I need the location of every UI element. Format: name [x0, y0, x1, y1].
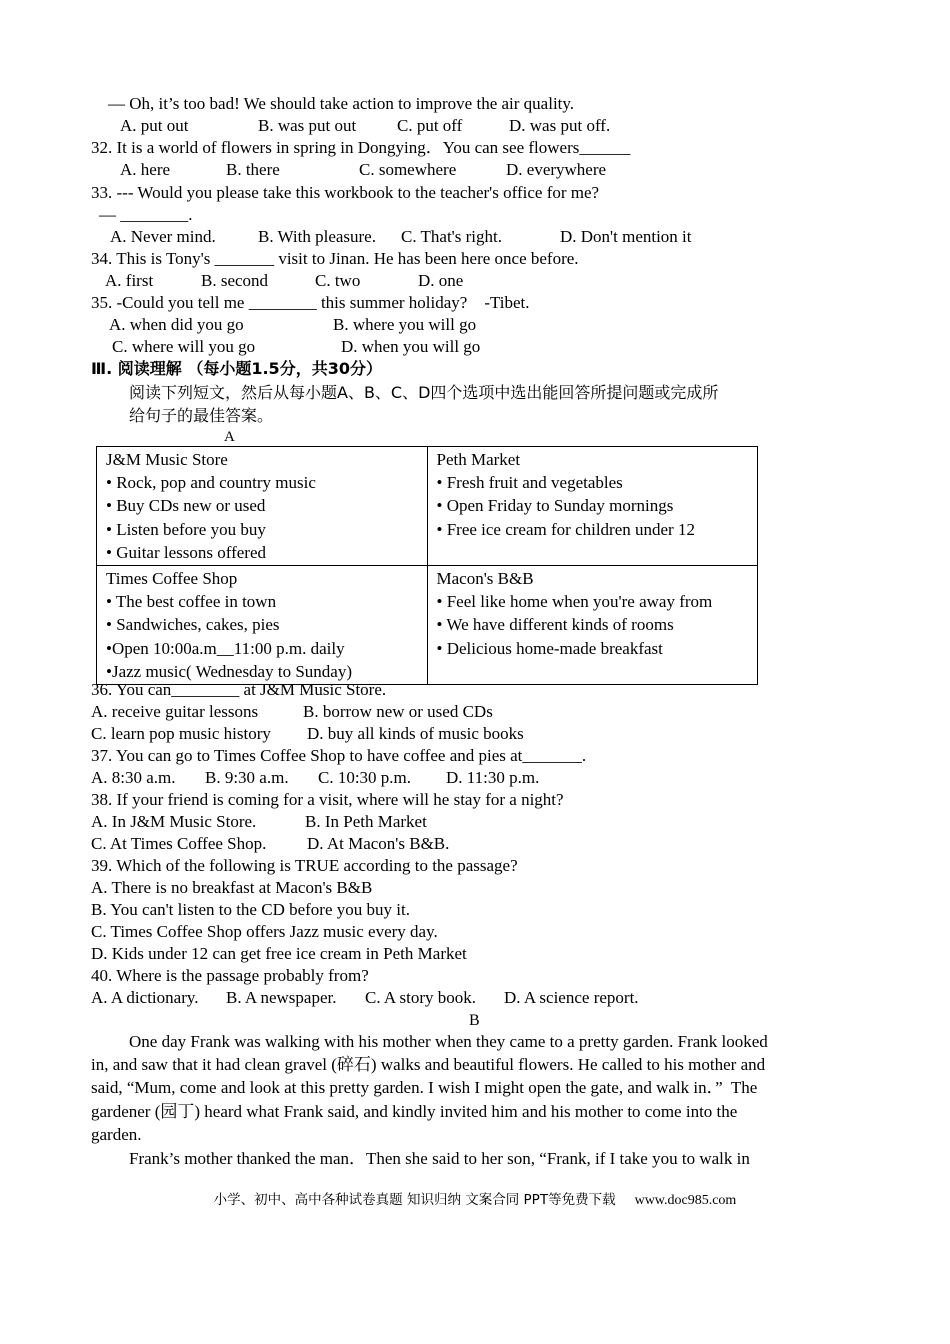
ad-item: • Open Friday to Sunday mornings	[436, 496, 674, 516]
passage-b-line: One day Frank was walking with his mother when they came to a pretty garden. Frank looked	[129, 1032, 768, 1051]
q34-option-c: C. two	[315, 271, 361, 290]
q36-option-a: A. receive guitar lessons	[91, 702, 259, 721]
ad-peth-market	[427, 447, 758, 566]
passage-b-line: Frank’s mother thanked the man．Then she said to her son, “Frank, if I take you to walk in	[129, 1149, 750, 1168]
passage-a-label: A	[224, 429, 235, 445]
ad-item: •Jazz music( Wednesday to Sunday)	[106, 661, 352, 681]
q31-response: — Oh, it’s too bad! We should take action to improve the air quality.	[108, 94, 575, 113]
page-footer	[0, 1190, 950, 1211]
q34-stem: 34. This is Tony's _______ visit to Jinan. He has been here once before.	[91, 249, 579, 268]
q35-option-a: A. when did you go	[109, 315, 244, 334]
footer-site-link[interactable]: www.doc985.com	[634, 1193, 737, 1208]
q37-option-d: D. 11:30 p.m.	[446, 768, 540, 787]
ad-item: • We have different kinds of rooms	[436, 615, 674, 635]
q40-stem: 40. Where is the passage probably from?	[91, 966, 369, 985]
ad-item: • Guitar lessons offered	[106, 542, 267, 562]
ad-item: • Delicious home-made breakfast	[436, 638, 663, 658]
q38-option-b: B. In Peth Market	[305, 812, 427, 831]
q38-option-c: C. At Times Coffee Shop.	[91, 834, 267, 853]
q38-option-a: A. In J&M Music Store.	[91, 812, 257, 831]
q33-option-c: C. That's right.	[401, 227, 502, 246]
ad-item: • Buy CDs new or used	[106, 496, 266, 516]
q39-option-a: A. There is no breakfast at Macon's B&B	[91, 878, 373, 897]
passage-b-line: in, and saw that it had clean gravel (碎石) walks and beautiful flowers. He called to his mother and	[91, 1055, 766, 1074]
section-instruction-line1: 阅读下列短文，然后从每小题A、B、C、D四个选项中选出能回答所提问题或完成所	[129, 383, 719, 402]
q32-option-b: B. there	[226, 160, 280, 179]
q40-option-d: D. A science report.	[504, 988, 639, 1007]
ad-item: • Sandwiches, cakes, pies	[106, 615, 280, 635]
q32-option-c: C. somewhere	[359, 160, 457, 179]
q38-stem: 38. If your friend is coming for a visit, where will he stay for a night?	[91, 790, 564, 809]
ad-macons-bb	[427, 566, 758, 685]
passage-b-label: B	[469, 1012, 480, 1029]
q34-option-b: B. second	[201, 271, 269, 290]
q35-option-d: D. when you will go	[341, 337, 481, 356]
section-instruction-line2: 给句子的最佳答案。	[129, 406, 274, 425]
ad-item: • Fresh fruit and vegetables	[436, 473, 623, 493]
q39-option-d: D. Kids under 12 can get free ice cream in Peth Market	[91, 944, 467, 963]
ad-item: • Rock, pop and country music	[106, 473, 316, 493]
q35-option-b: B. where you will go	[333, 315, 477, 334]
q40-option-a: A. A dictionary.	[91, 988, 199, 1007]
q31-option-c: C. put off	[397, 116, 463, 135]
q39-option-b: B. You can't listen to the CD before you buy it.	[91, 900, 410, 919]
ad-item: • Free ice cream for children under 12	[436, 519, 695, 539]
section-heading: Ⅲ. 阅读理解 （每小题1.5分，共30分）	[91, 359, 382, 378]
ad-title: Peth Market	[436, 450, 521, 469]
q39-stem: 39. Which of the following is TRUE according to the passage?	[91, 856, 518, 875]
q33-option-b: B. With pleasure.	[258, 227, 376, 246]
q36-option-d: D. buy all kinds of music books	[307, 724, 524, 743]
q32-option-a: A. here	[120, 160, 171, 179]
q35-stem: 35. -Could you tell me ________ this summer holiday? -Tibet.	[91, 293, 530, 312]
ad-item: • The best coffee in town	[106, 592, 277, 612]
passage-b-line: gardener (园丁) heard what Frank said, and kindly invited him and his mother to come into the	[91, 1102, 738, 1121]
q37-stem: 37. You can go to Times Coffee Shop to have coffee and pies at_______.	[91, 746, 587, 765]
ad-times-coffee-shop	[97, 566, 428, 685]
ad-item: • Listen before you buy	[106, 519, 266, 539]
q31-option-b: B. was put out	[258, 116, 357, 135]
q33-stem: 33. --- Would you please take this workbook to the teacher's office for me?	[91, 183, 600, 202]
q39-option-c: C. Times Coffee Shop offers Jazz music every day.	[91, 922, 438, 941]
q37-option-a: A. 8:30 a.m.	[91, 768, 176, 787]
q31-option-d: D. was put off.	[509, 116, 611, 135]
ad-title: Times Coffee Shop	[106, 569, 238, 589]
q33-option-a: A. Never mind.	[110, 227, 216, 246]
ad-jm-music-store	[97, 447, 428, 566]
q36-option-c: C. learn pop music history	[91, 724, 271, 743]
q31-option-a: A. put out	[120, 116, 189, 135]
ad-title: J&M Music Store	[106, 450, 228, 469]
passage-b-line: garden.	[91, 1125, 142, 1144]
ad-item: •Open 10:00a.m__11:00 p.m. daily	[106, 638, 345, 658]
q34-option-a: A. first	[105, 271, 154, 290]
q36-stem: 36. You can________ at J&M Music Store.	[91, 680, 387, 699]
ad-item: • Feel like home when you're away from	[436, 592, 713, 612]
q40-option-c: C. A story book.	[365, 988, 476, 1007]
q36-option-b: B. borrow new or used CDs	[303, 702, 493, 721]
q40-option-b: B. A newspaper.	[226, 988, 337, 1007]
q37-option-c: C. 10:30 p.m.	[318, 768, 412, 787]
q35-option-c: C. where will you go	[112, 337, 256, 356]
ad-title: Macon's B&B	[436, 569, 534, 589]
q32-stem: 32. It is a world of flowers in spring in Dongying．You can see flowers______	[91, 138, 631, 157]
q33-response: — ________.	[99, 205, 193, 224]
q38-option-d: D. At Macon's B&B.	[307, 834, 450, 853]
footer-text: 小学、初中、高中各种试卷真题 知识归纳 文案合同 PPT等免费下载	[213, 1192, 616, 1208]
q33-option-d: D. Don't mention it	[560, 227, 692, 246]
q32-option-d: D. everywhere	[506, 160, 607, 179]
q34-option-d: D. one	[418, 271, 464, 290]
ads-table	[96, 446, 758, 685]
passage-b-line: said, “Mum, come and look at this pretty garden. I wish I might open the gate, and walk in．” The	[91, 1078, 758, 1097]
q37-option-b: B. 9:30 a.m.	[205, 768, 289, 787]
